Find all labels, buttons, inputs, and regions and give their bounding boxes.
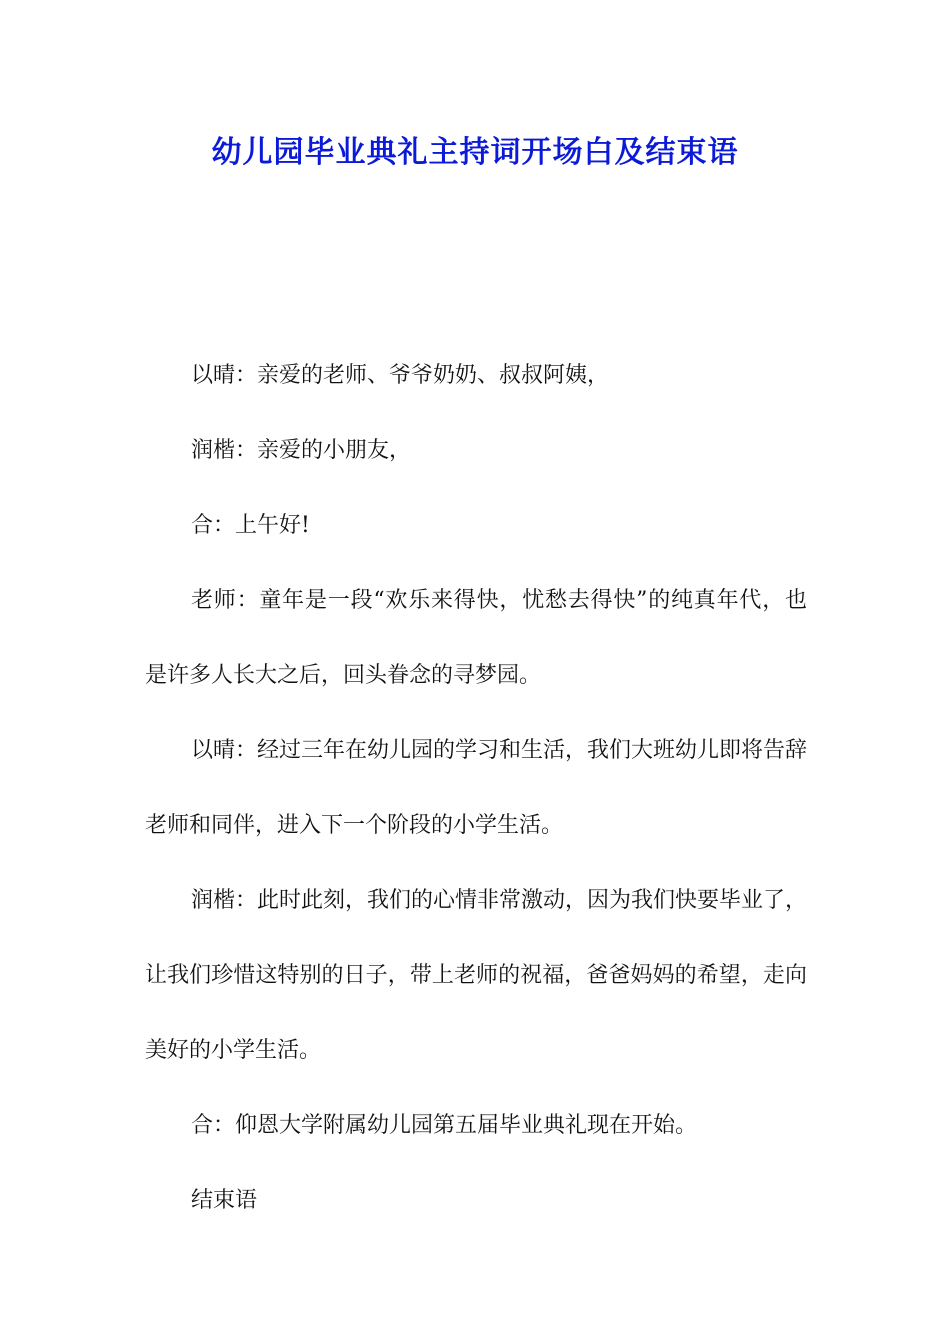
paragraph-childhood: 老师：童年是一段“欢乐来得快，忧愁去得快”的纯真年代，也是许多人长大之后，回头眷念的寻梦园。 — [145, 588, 807, 688]
document-body — [145, 338, 807, 1238]
paragraph-greeting-teachers: 以晴：亲爱的老师、爷爷奶奶、叔叔阿姨， — [191, 363, 610, 388]
paragraph-ceremony-start: 合：仰恩大学附属幼儿园第五届毕业典礼现在开始。 — [191, 1113, 698, 1138]
paragraph-closing-heading: 结束语 — [191, 1188, 258, 1213]
paragraph-good-morning: 合：上午好! — [191, 513, 310, 538]
paragraph-greeting-children: 润楷：亲爱的小朋友， — [191, 438, 412, 463]
document-title: 幼儿园毕业典礼主持词开场白及结束语 — [211, 135, 739, 170]
paragraph-three-years: 以晴：经过三年在幼儿园的学习和生活，我们大班幼儿即将告辞老师和同伴，进入下一个阶段的小学生活。 — [145, 738, 808, 838]
paragraph-this-moment: 润楷：此时此刻，我们的心情非常激动，因为我们快要毕业了，让我们珍惜这特别的日子，带上老师的祝福，爸爸妈妈的希望，走向美好的小学生活。 — [145, 888, 808, 1063]
